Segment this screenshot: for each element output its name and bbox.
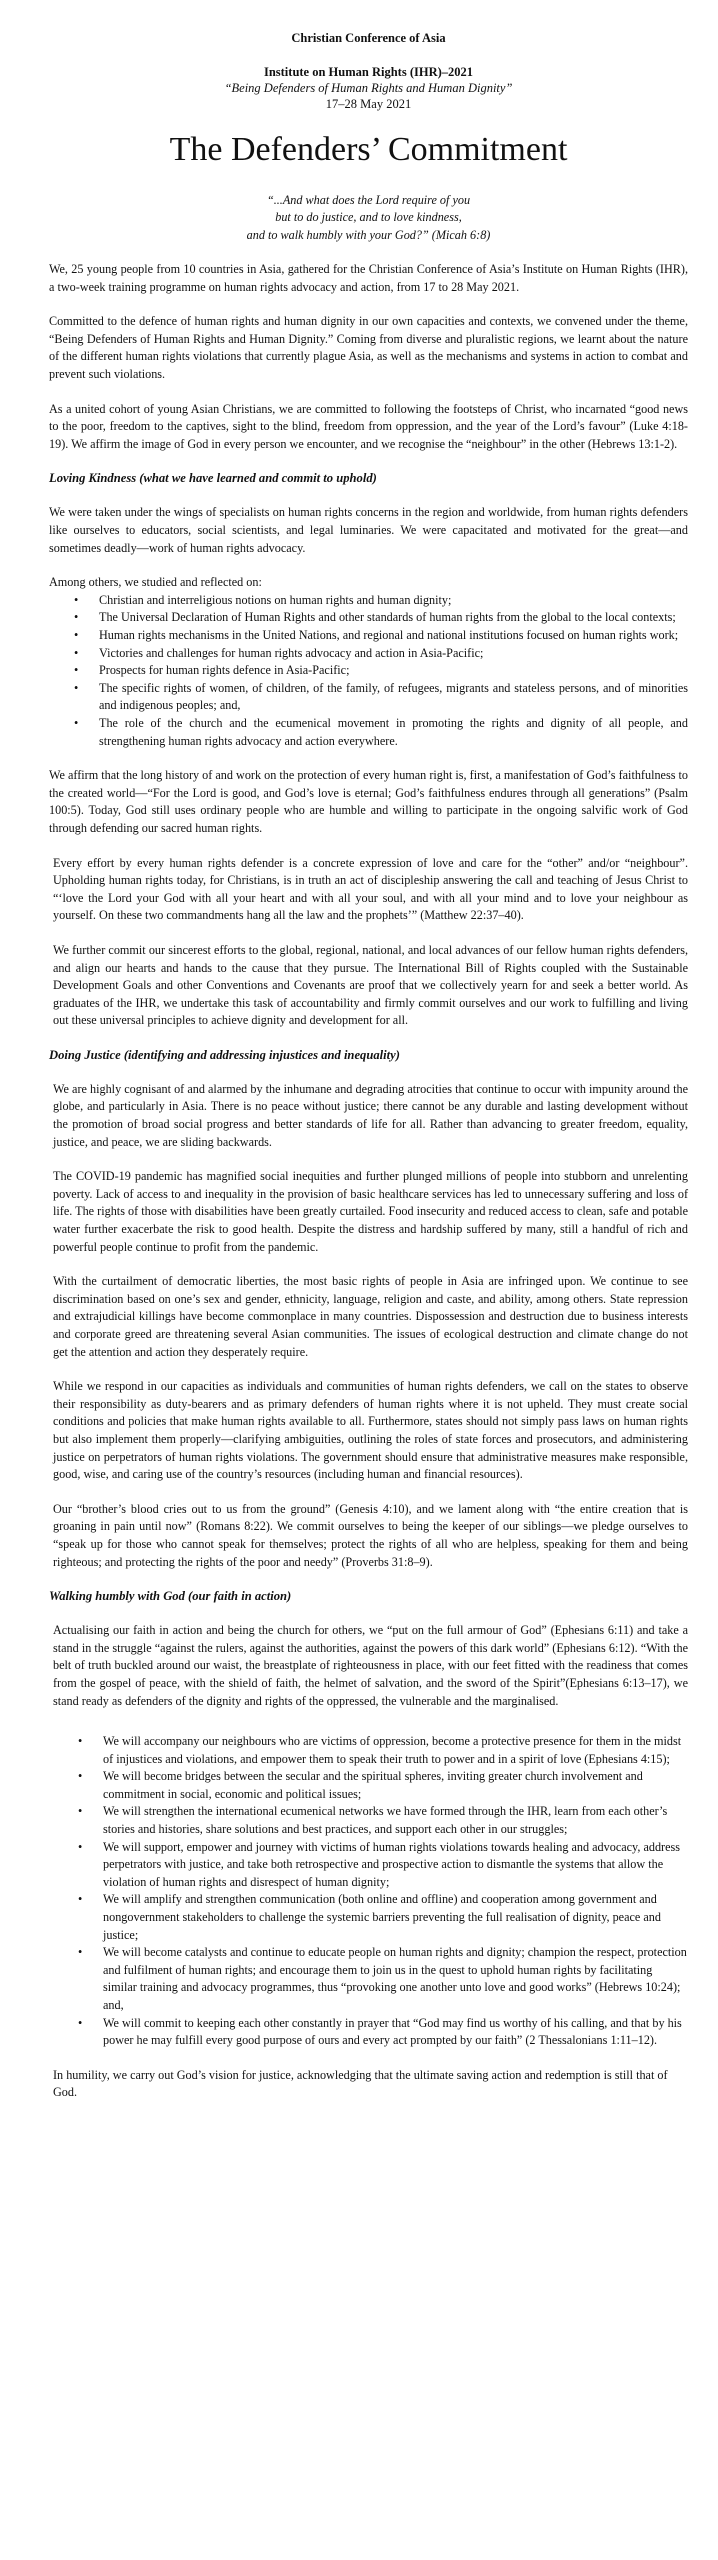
section-heading-loving-kindness: Loving Kindness (what we have learned and commit to uphold): [49, 471, 377, 486]
section-heading-doing-justice: Doing Justice (identifying and addressing injustices and inequality): [49, 1047, 400, 1062]
list-item: • We will amplify and strengthen communication (both online and offline) and cooperation among government and nongovernment stakeholders to challenge the systemic barriers preventing the full realisation of dignity, peace and justice;: [103, 1891, 688, 1944]
body-paragraph: Our “brother’s blood cries out to us from the ground” (Genesis 4:10), and we lament along with “the entire creation that is groaning in pain until now” (Romans 8:22). We commit ourselves to being the keeper of our siblings—we pledge ourselves to “speak up for those who cannot speak for themselves; protect the rights of all who are helpless, speaking for them and being righteous; and protecting the rights of the poor and needy” (Proverbs 31:8–9).: [53, 1501, 688, 1569]
list-item: • The role of the church and the ecumenical movement in promoting the rights and dignity of all people, and strengthening human rights advocacy and action everywhere.: [99, 715, 688, 750]
list-item: • The specific rights of women, of children, of the family, of refugees, migrants and stateless persons, and of minorities and indigenous peoples; and,: [99, 680, 688, 715]
epigraph: [49, 192, 688, 245]
studied-topics-list: [49, 592, 688, 750]
intro-paragraph: Committed to the defence of human rights and human dignity in our own capacities and contexts, we convened under the theme, “Being Defenders of Human Rights and Human Dignity.” Coming from diverse and pluralistic regions, we learnt about the nature of the different human rights violations that currently plague Asia, as well as the mechanisms and systems in action to combat and prevent such violations.: [49, 314, 688, 382]
body-paragraph: We affirm that the long history of and work on the protection of every human right is, first, a manifestation of God’s faithfulness to the created world—“For the Lord is good, and God’s love is eternal; God’s faithfulness endures through all generations” (Psalm 100:5). Today, God still uses ordinary people who are humble and willing to participate in the ongoing salvific work of God through defending our sacred human rights.: [49, 768, 688, 835]
list-item: • We will commit to keeping each other constantly in prayer that “God may find us worthy of his calling, and that by his power he may fulfill every good purpose of ours and every act prompted by our faith” (2 Thessalonians 1:11–12).: [103, 2015, 688, 2050]
list-lead: Among others, we studied and reflected on:: [49, 575, 262, 590]
list-item: • We will become catalysts and continue to educate people on human rights and dignity; champion the respect, protection and fulfilment of human rights; and encourage them to join us in the quest to uphold human rights by facilitating similar training and advocacy programmes, thus “provoking one another unto love and good works” (Hebrews 10:24); and,: [103, 1944, 688, 2014]
intro-paragraph: We, 25 young people from 10 countries in Asia, gathered for the Christian Conference of Asia’s Institute on Human Rights (IHR), a two-week training programme on human rights advocacy and action, from 17 to 28 May 2021.: [49, 262, 688, 294]
list-item: • Prospects for human rights defence in Asia-Pacific;: [99, 662, 688, 680]
list-item: • We will accompany our neighbours who are victims of oppression, become a protective presence for them in the midst of injustices and violations, and empower them to speak their truth to power and in a spirit of love (Ephesians 4:15);: [103, 1733, 688, 1768]
institute-name: Institute on Human Rights (IHR)–2021: [263, 64, 474, 79]
document-header: [49, 30, 688, 112]
body-paragraph: We are highly cognisant of and alarmed by the inhumane and degrading atrocities that continue to occur with impunity around the globe, and particularly in Asia. There is no peace without justice; there cannot be any durable and lasting development without the promotion of broad social progress and better standards of life for all. Rather than advancing to greater freedom, equality, justice, and peace, we are sliding backwards.: [53, 1081, 688, 1149]
body-paragraph: We were taken under the wings of specialists on human rights concerns in the region and worldwide, from human rights defenders like ourselves to educators, social scientists, and legal luminaries. We were capacitated and motivated for the great—and sometimes deadly—work of human rights advocacy.: [49, 505, 688, 555]
body-paragraph: While we respond in our capacities as individuals and communities of human rights defenders, we call on the states to observe their responsibility as duty-bearers and as primary defenders of human rights where it is not upheld. They must create social conditions and policies that make human rights available to all. Furthermore, states should not simply pass laws on human rights but also implement them properly—clarifying ambiguities, outlining the roles of state forces and prosecutors, and administering justice on perpetrators of human rights violations. The government should ensure that administrative measures make responsible, good, wise, and caring use of the country’s resources (including human and financial resources).: [53, 1379, 688, 1482]
list-item: • We will support, empower and journey with victims of human rights violations towards healing and advocacy, address perpetrators with justice, and take both retrospective and prospective action to dismantle the systems that allow the violation of human rights and disrespect of human dignity;: [103, 1839, 688, 1892]
event-dates: 17–28 May 2021: [325, 96, 412, 111]
body-paragraph: Actualising our faith in action and being the church for others, we “put on the full armour of God” (Ephesians 6:11) and take a stand in the struggle “against the rulers, against the authorities, against the powers of this dark world” (Ephesians 6:12). “With the belt of truth buckled around our waist, the breastplate of righteousness in place, with our feet fitted with the readiness that comes from the gospel of peace, with the shield of faith, the helmet of salvation, and the sword of the Spirit”(Ephesians 6:13–17), we stand ready as defenders of the dignity and rights of the oppressed, the vulnerable and the marginalised.: [53, 1623, 688, 1708]
organisation-name: Christian Conference of Asia: [291, 31, 446, 45]
list-item: • We will strengthen the international ecumenical networks we have formed through the IHR, learn from each other’s stories and histories, share solutions and best practices, and support each other in our struggles;: [103, 1803, 688, 1838]
epigraph-line: and to walk humbly with your God?” (Micah 6:8): [246, 227, 491, 242]
body-paragraph: With the curtailment of democratic liberties, the most basic rights of people in Asia are infringed upon. We continue to see discrimination based on one’s sex and gender, ethnicity, language, religion and caste, and ability, among others. State repression and extrajudicial killings have become commonplace in many countries. Dispossession and destruction due to business interests and corporate greed are threatening several Asian communities. The issues of ecological destruction and climate change do not get the attention and action they desperately require.: [53, 1274, 688, 1359]
body-paragraph: Every effort by every human rights defender is a concrete expression of love and care for the “other” and/or “neighbour”. Upholding human rights today, for Christians, is in truth an act of discipleship answering the call and teaching of Jesus Christ to “‘love the Lord your God with all your heart and with all your soul, and with all your mind and to love your neighbour as yourself. On these two commandments hang all the law and the prophets’” (Matthew 22:37–40).: [53, 855, 688, 923]
epigraph-line: but to do justice, and to love kindness,: [275, 210, 462, 225]
event-theme: “Being Defenders of Human Rights and Human Dignity”: [224, 80, 513, 95]
intro-paragraph: As a united cohort of young Asian Christians, we are committed to following the footsteps of Christ, who incarnated “good news to the poor, freedom to the captives, sight to the blind, freedom from oppression, and the year of the Lord’s favour” (Luke 4:18-19). We affirm the image of God in every person we encounter, and we recognise the “neighbour” in the other (Hebrews 13:1-2).: [49, 401, 688, 451]
epigraph-line: “...And what does the Lord require of you: [266, 192, 471, 207]
list-item: • The Universal Declaration of Human Rights and other standards of human rights from the global to the local contexts;: [99, 609, 688, 627]
list-item: • Victories and challenges for human rights advocacy and action in Asia-Pacific;: [99, 645, 688, 663]
body-paragraph: The COVID-19 pandemic has magnified social inequities and further plunged millions of people into stubborn and unrelenting poverty. Lack of access to and inequality in the provision of basic healthcare services has led to unnecessary suffering and loss of life. The rights of those with disabilities have been greatly curtailed. Food insecurity and reduced access to clean, safe and potable water further exacerbate the risk to good health. Despite the distress and hardship suffered by many, still a handful of rich and powerful people continue to profit from the pandemic.: [53, 1169, 688, 1254]
page-title: The Defenders’ Commitment: [169, 130, 568, 168]
body-paragraph: We further commit our sincerest efforts to the global, regional, national, and local advances of our fellow human rights defenders, and align our hearts and hands to the cause that they pursue. The International Bill of Rights coupled with the Sustainable Development Goals and other Conventions and Covenants are proof that we collectively yearn for and seek a better world. As graduates of the IHR, we undertake this task of accountability and firmly commit ourselves and our work to fulfilling and living out these universal principles to achieve dignity and development for all.: [53, 942, 688, 1028]
list-item: • We will become bridges between the secular and the spiritual spheres, inviting greater church involvement and commitment in social, economic and political issues;: [103, 1768, 688, 1803]
list-item: • Human rights mechanisms in the United Nations, and regional and national institutions focused on human rights work;: [99, 627, 688, 645]
closing-paragraph: In humility, we carry out God’s vision for justice, acknowledging that the ultimate saving action and redemption is still that of God.: [53, 2067, 668, 2100]
commitments-list: [49, 1733, 688, 2050]
list-item: • Christian and interreligious notions on human rights and human dignity;: [99, 592, 688, 610]
section-heading-walking-humbly: Walking humbly with God (our faith in action): [49, 1589, 292, 1604]
